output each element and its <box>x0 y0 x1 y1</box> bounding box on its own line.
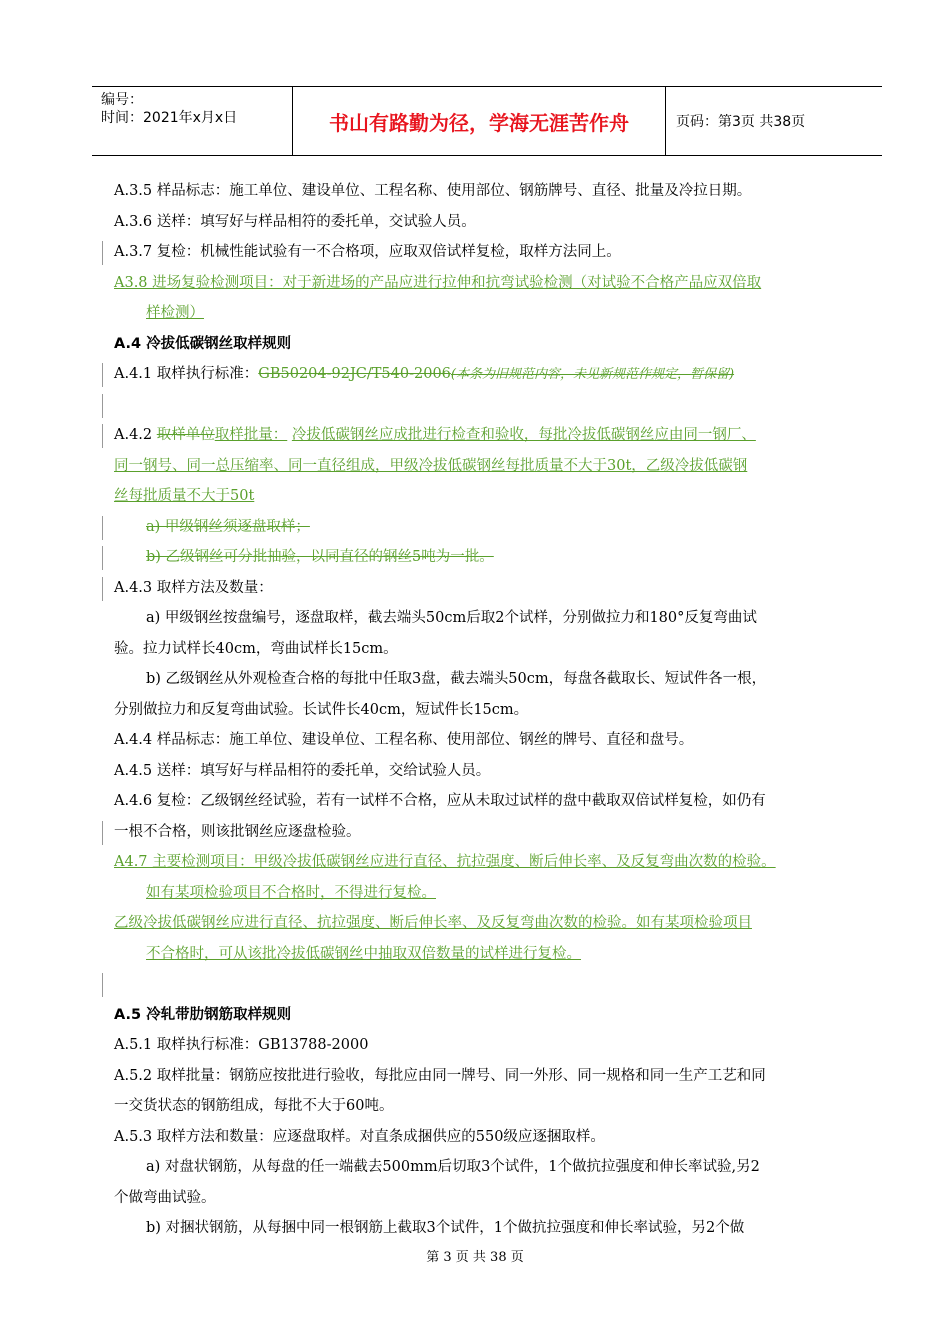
paragraph-a46-line1: A.4.6 复检：乙级钢丝经试验，若有一试样不合格，应从未取过试样的盘中截取双倍试样复检，如仍有 <box>114 793 766 809</box>
document-number-label: 编号： <box>101 92 143 108</box>
inserted-text: A4.7 主要检测项目：甲级冷拔低碳钢丝应进行直径、抗拉强度、断后伸长率、及反复弯曲次数的检验。 <box>114 854 776 870</box>
deleted-note: (本条为旧规范内容，未见新规范作规定，暂保留) <box>450 367 735 382</box>
inserted-label: 取样批量： <box>214 427 288 443</box>
a41-prefix: A.4.1 取样执行标准： <box>114 366 259 382</box>
paragraph-a53-b-line1: b) 对捆状钢筋，从每捆中同一根钢筋上截取3个试件，1个做抗拉强度和伸长率试验，另2个做 <box>146 1220 745 1236</box>
paragraph-a47-line3 <box>114 908 864 939</box>
paragraph-a43-b-line2: 分别做拉力和反复弯曲试验。长试件长40cm，短试件长15cm。 <box>114 701 529 718</box>
paragraph-a43-b-line1: b) 乙级钢丝从外观检查合格的每批中任取3盘，截去端头50cm，每盘各截取长、短试件各一根， <box>146 671 767 687</box>
paragraph-a35: A.3.5 样品标志：施工单位、建设单位、工程名称、使用部位、钢筋牌号、直径、批量及冷拉日期。 <box>114 183 752 199</box>
inserted-text: 如有某项检验项目不合格时，不得进行复检。 <box>146 884 436 901</box>
header-motto: 书山有路勤为径，学海无涯苦作舟 <box>293 87 666 155</box>
deleted-item-a <box>114 512 864 543</box>
paragraph-a38-line2 <box>114 298 864 329</box>
paragraph-a52-line2: 一交货状态的钢筋组成，每批不大于60吨。 <box>114 1098 394 1114</box>
inserted-text: 同一钢号、同一总压缩率、同一直径组成，甲级冷拔低碳钢丝每批质量不大于30t，乙级冷拔低碳钢 <box>114 457 748 474</box>
inserted-text: 乙级冷拔低碳钢丝应进行直径、抗拉强度、断后伸长率、及反复弯曲次数的检验。如有某项检验项目 <box>114 915 752 931</box>
paragraph-a52-line1: A.5.2 取样批量：钢筋应按批进行验收，每批应由同一牌号、同一外形、同一规格和同一生产工艺和同 <box>114 1067 766 1084</box>
deleted-text: 取样单位 <box>156 427 215 443</box>
paragraph-a53-a-line2: 个做弯曲试验。 <box>114 1189 216 1206</box>
paragraph-a53-a-line1: a) 对盘状钢筋，从每盘的任一端截去500mm后切取3个试件，1个做抗拉强度和伸长率试验,另2 <box>146 1159 760 1175</box>
a42-prefix: A.4.2 <box>114 427 157 443</box>
deleted-text: a) 甲级钢丝须逐盘取样； <box>146 518 310 535</box>
deleted-standard: GB50204-92JC/T540-2006 <box>258 366 451 382</box>
paragraph-a47-line1 <box>114 847 864 878</box>
document-time: 时间：2021年x月x日 <box>101 110 238 126</box>
section-heading-a5: A.5 冷轧带肋钢筋取样规则 <box>114 1006 292 1023</box>
inserted-text: 不合格时，可从该批冷拔低碳钢丝中抽取双倍数量的试样进行复检。 <box>146 945 581 962</box>
document-body <box>114 176 864 1244</box>
deleted-item-b <box>114 542 864 573</box>
paragraph-a36: A.3.6 送样：填写好与样品相符的委托单，交试验人员。 <box>114 213 476 230</box>
paragraph-a42-line2 <box>114 451 864 482</box>
paragraph-a43-a-line1: a) 甲级钢丝按盘编号，逐盘取样，截去端头50cm后取2个试样，分别做拉力和180°反复弯曲试 <box>146 610 757 626</box>
paragraph-a47-line4 <box>114 939 864 970</box>
paragraph-a42-line1 <box>114 420 864 451</box>
paragraph-a44: A.4.4 样品标志：施工单位、建设单位、工程名称、使用部位、钢丝的牌号、直径和盘号。 <box>114 732 694 748</box>
inserted-text: 冷拔低碳钢丝应成批进行检查和验收，每批冷拔低碳钢丝应由同一钢厂、 <box>291 427 756 443</box>
inserted-text: 样检测） <box>146 305 204 321</box>
paragraph-a51: A.5.1 取样执行标准：GB13788-2000 <box>114 1037 369 1053</box>
paragraph-a38-line1 <box>114 268 864 299</box>
paragraph-a37: A.3.7 复检：机械性能试验有一不合格项，应取双倍试样复检，取样方法同上。 <box>114 237 864 268</box>
paragraph-a46-line2: 一根不合格，则该批钢丝应逐盘检验。 <box>114 817 864 848</box>
paragraph-a45: A.4.5 送样：填写好与样品相符的委托单，交给试验人员。 <box>114 762 491 779</box>
page-footer: 第 3 页 共 38 页 <box>426 1250 524 1265</box>
deleted-text: b) 乙级钢丝可分批抽验，以同直径的钢丝5吨为一批。 <box>146 549 494 565</box>
header-page-number: 页码：第3页 共38页 <box>676 114 806 130</box>
section-heading-a4: A.4 冷拔低碳钢丝取样规则 <box>114 335 292 352</box>
paragraph-a53: A.5.3 取样方法和数量：应逐盘取样。对直条成捆供应的550级应逐捆取样。 <box>114 1128 605 1145</box>
blank-line <box>114 390 864 421</box>
paragraph-a41 <box>114 359 864 390</box>
inserted-text: A3.8 进场复验检测项目：对于新进场的产品应进行拉伸和抗弯试验检测（对试验不合格产品应双倍取 <box>114 274 762 291</box>
paragraph-a47-line2 <box>114 878 864 909</box>
inserted-text: 丝每批质量不大于50t <box>114 488 255 504</box>
blank-line <box>114 969 864 1000</box>
paragraph-a42-line3 <box>114 481 864 512</box>
paragraph-a43: A.4.3 取样方法及数量： <box>114 573 864 604</box>
paragraph-a43-a-line2: 验。拉力试样长40cm，弯曲试样长15cm。 <box>114 640 398 657</box>
page-header <box>92 86 882 156</box>
header-meta <box>92 87 293 155</box>
